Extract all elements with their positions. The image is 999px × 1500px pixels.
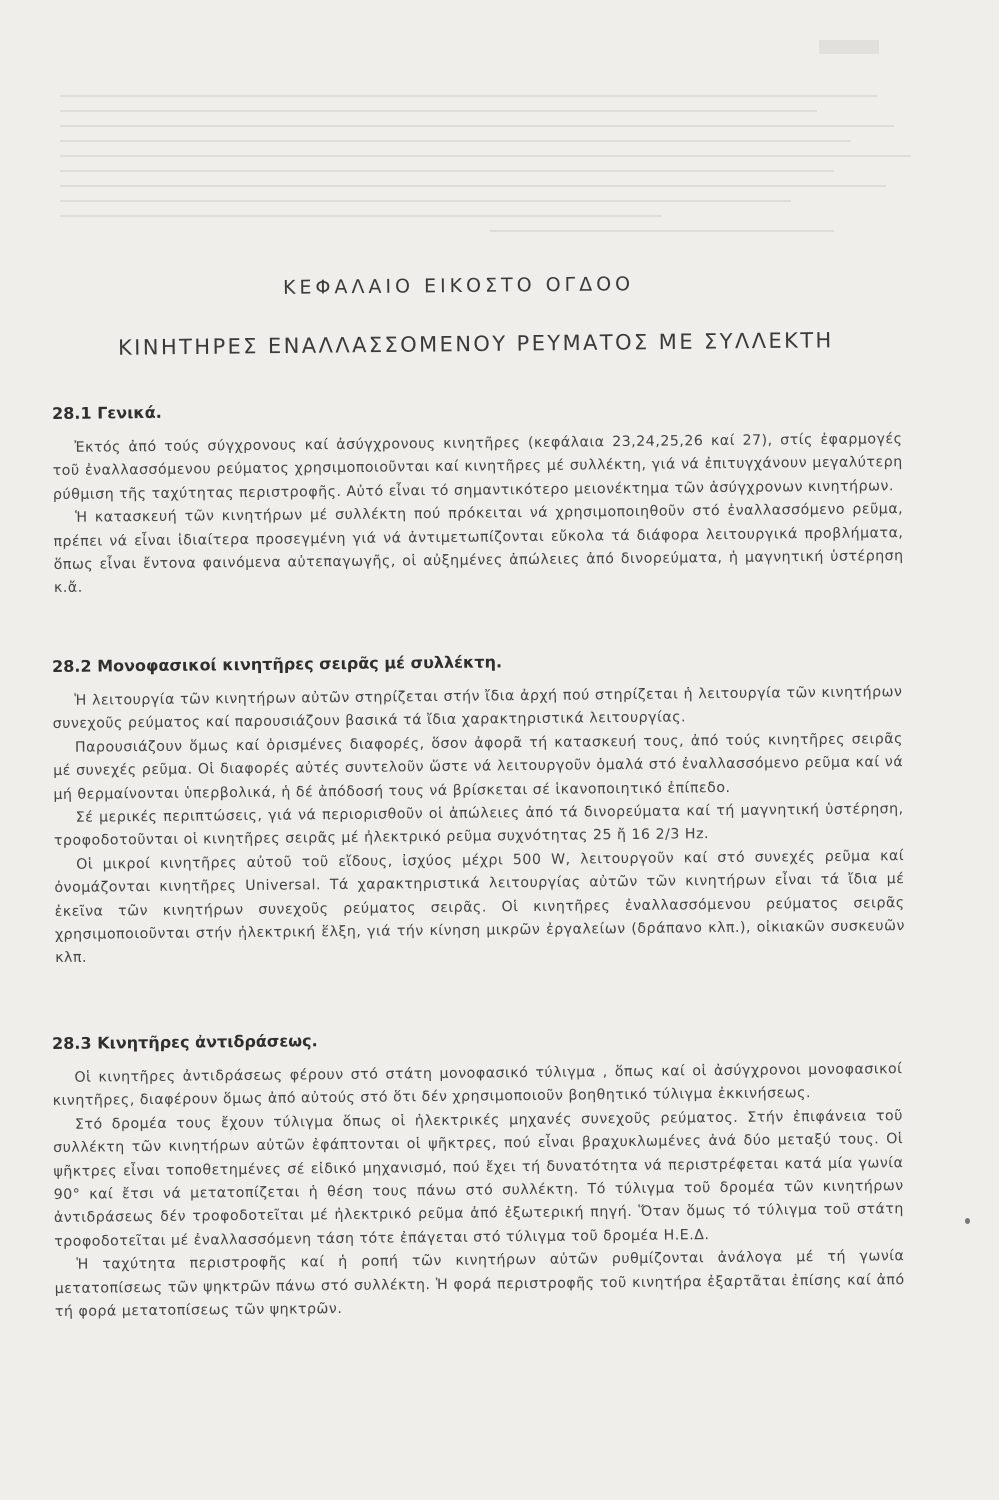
paragraph: Ἡ κατασκευή τῶν κινητήρων μέ συλλέκτη πού πρόκειται νά χρησιμοποιηθοῦν στό ἐναλλασσόμενο ρεῦμα, πρέπει νά εἶναι ἰδιαίτερα προσεγμένη γιά νά ἀντιμετωπίζονται εὔκολα τά διάφορα λειτουργικά προβλήματα, ὅπως εἶναι ἔντονα φαινόμενα αὐτεπαγωγῆς, οἱ αὐξημένες ἀπώλειες ἀπό δινορεύματα, ἡ μαγνητική ὑστέρηση κ.ἄ. xyxy=(53,501,904,597)
paragraph: Οἱ κινητῆρες ἀντιδράσεως φέρουν στό στάτη μονοφασικό τύλιγμα , ὅπως καί οἱ ἀσύγχρονοι μονοφασικοί κινητῆρες, διαφέρουν ὅμως ἀπό αὐτούς στό ὅτι δέν χρησιμοποιοῦν βοηθητικό τύλιγμα ἐκκινήσεως. xyxy=(52,1061,903,1110)
section-repulsion-motors xyxy=(52,1025,905,1324)
paragraph: Στό δρομέα τους ἔχουν τύλιγμα ὅπως οἱ ἠλεκτρικές μηχανές συνεχοῦς ρεύματος. Στήν ἐπιφάνεια τοῦ συλλέκτη τῶν κινητήρων αὐτῶν ἐφάπτονται οἱ ψῆκτρες, πού εἶναι βραχυκλωμένες ἀνά δύο μεταξύ τους. Οἱ ψῆκτρες εἶναι τοποθετημένες σέ εἰδικό μηχανισμό, πού ἔχει τή δυνατότητα νά περιστρέφεται κατά μία γωνία 90° καί ἔτσι νά μετατοπίζεται ἡ θέση τους πάνω στό συλλέκτη. Τό τύλιγμα τοῦ δρομέα τῶν κινητήρων ἀντιδράσεως δέν τροφοδοτεῖται μέ ἠλεκτρικό ρεῦμα ἀπό ἐξωτερική πηγή. Ὅταν ὅμως τό τύλιγμα τοῦ στάτη τροφοδοτεῖται μέ ἐναλλασσόμενη τάση τότε ἐπάγεται στό τύλιγμα τοῦ δρομέα Η.Ε.Δ. xyxy=(53,1107,904,1250)
paragraph: Σέ μερικές περιπτώσεις, γιά νά περιορισθοῦν οἱ ἀπώλειες ἀπό τά δινορεύματα καί τή μαγνητική ὑστέρηση, τροφοδοτοῦνται οἱ κινητῆρες σειρᾶς μέ ἠλεκτρικό ρεῦμα συχνότητας 25 ἤ 16 2/3 Hz. xyxy=(53,801,904,850)
section-general xyxy=(52,395,904,601)
paragraph: Ἐκτός ἀπό τούς σύγχρονους καί ἀσύγχρονους κινητῆρες (κεφάλαια 23,24,25,26 καί 27), στίς ἐφαρμογές τοῦ ἐναλλασσόμενου ρεύματος χρησιμοποιοῦνται καί κινητῆρες μέ συλλέκτη, γιά νά ἐπιτυγχάνουν μεγαλύτερη ρύθμιση τῆς ταχύτητας περιστροφῆς. Αὐτό εἶναι τό σημαντικότερο μειονέκτημα τῶν ἀσύγχρονων κινητήρων. xyxy=(52,431,903,503)
ink-speck xyxy=(965,1218,970,1224)
section-heading: 28.1 Γενικά. xyxy=(52,402,162,423)
section-heading: 28.2 Μονοφασικοί κινητῆρες σειρᾶς μέ συλλέκτη. xyxy=(52,652,503,676)
chapter-title: ΚΙΝΗΤΗΡΕΣ ΕΝΑΛΛΑΣΣΟΜΕΝΟΥ ΡΕΥΜΑΤΟΣ ΜΕ ΣΥΛΛΕΚΤΗ xyxy=(117,328,834,360)
chapter-label: ΚΕΦΑΛΑΙΟ ΕΙΚΟΣΤΟ ΟΓΔΟΟ xyxy=(282,273,635,299)
paragraph: Παρουσιάζουν ὅμως καί ὁρισμένες διαφορές, ὅσον ἀφορᾶ τή κατασκευή τους, ἀπό τούς κινητῆρες σειρᾶς μέ συνεχές ρεῦμα. Οἱ διαφορές αὐτές συντελοῦν ὥστε νά λειτουργοῦν ὁμαλά στό ἐναλλασσόμενο ρεῦμα καί νά μή θερμαίνονται ὑπερβολικά, ἡ δέ ἀπόδοσή τους νά βρίσκεται σέ ἱκανοποιητικό ἐπίπεδο. xyxy=(53,730,904,803)
bleed-through-text xyxy=(60,95,920,295)
paragraph: Ἡ λειτουργία τῶν κινητήρων αὐτῶν στηρίζεται στήν ἴδια ἀρχή πού στηρίζεται ἡ λειτουργία τῶν κινητήρων συνεχοῦς ρεύματος καί παρουσιάζουν βασικά τά ἴδια χαρακτηριστικά λειτουργίας. xyxy=(52,684,903,733)
paragraph: Ἡ ταχύτητα περιστροφῆς καί ἡ ροπή τῶν κινητήρων αὐτῶν ρυθμίζονται ἀνάλογα μέ τή γωνία μετατοπίσεως τῶν ψηκτρῶν πάνω στό συλλέκτη. Ἡ φορά περιστροφῆς τοῦ κινητήρα ἐξαρτᾶται ἐπίσης καί ἀπό τή φορά μετατοπίσεως τῶν ψηκτρῶν. xyxy=(54,1248,905,1321)
paragraph: Οἱ μικροί κινητῆρες αὐτοῦ τοῦ εἴδους, ἰσχύος μέχρι 500 W, λειτουργοῦν καί στό συνεχές ρεῦμα καί ὀνομάζονται κινητῆρες Universal. Τά χαρακτηριστικά λειτουργίας αὐτῶν τῶν κινητήρων εἶναι τά ἴδια μέ ἐκεῖνα τῶν κινητήρων συνεχοῦς ρεύματος σειρᾶς. Οἱ κινητῆρες ἐναλλασσόμενου ρεύματος σειρᾶς χρησιμοποιοῦνται στήν ἠλεκτρική ἕλξη, γιά τήν κίνηση μικρῶν ἐργαλείων (δράπανο κλπ.), οἰκιακῶν συσκευῶν κλπ. xyxy=(54,847,905,967)
bleed-through-mark xyxy=(819,40,879,54)
section-heading: 28.3 Κινητῆρες ἀντιδράσεως. xyxy=(52,1031,318,1053)
section-series-motors xyxy=(52,648,905,971)
